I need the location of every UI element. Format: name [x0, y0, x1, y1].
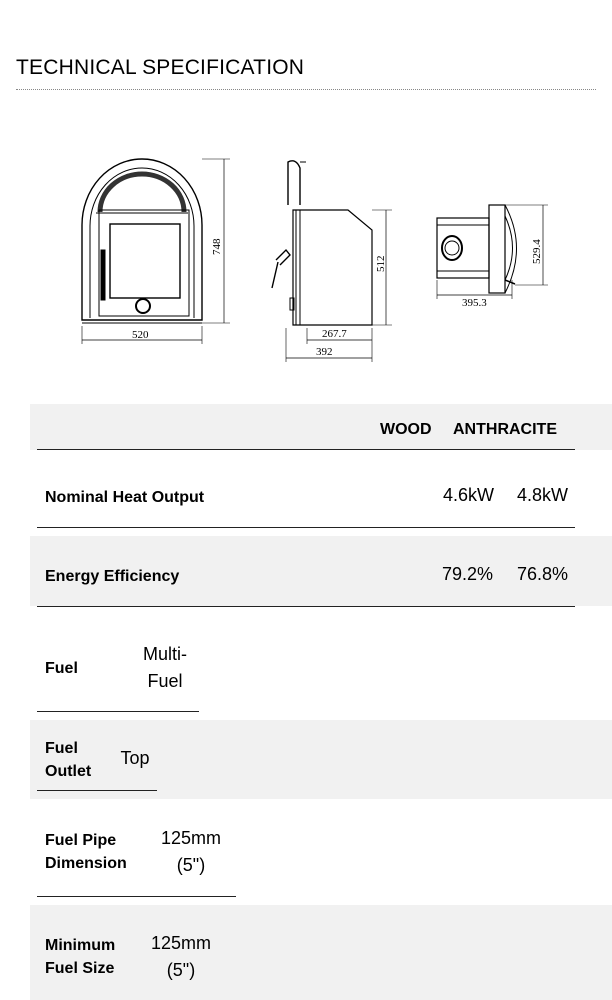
column-header-wood: WOOD	[380, 421, 432, 438]
row-label-energy-efficiency: Energy Efficiency	[45, 568, 180, 585]
row-label-fuel-pipe: Fuel Pipe Dimension	[45, 832, 127, 872]
dim-top-depth: 529.4	[531, 239, 543, 264]
value-heat-output-anthracite: 4.8kW	[517, 485, 569, 505]
dim-front-height: 748	[211, 238, 223, 255]
value-fuel-pipe: 125mm (5")	[160, 828, 222, 875]
row-label-fuel-outlet: Fuel Outlet	[45, 740, 92, 780]
column-header-anthracite: ANTHRACITE	[453, 421, 557, 438]
row-divider	[37, 790, 157, 791]
row-label-heat-output: Nominal Heat Output	[45, 489, 205, 506]
row-label-min-fuel-size: Minimum Fuel Size	[45, 937, 116, 977]
row-divider	[37, 711, 199, 712]
dim-side-depth-inner: 267.7	[322, 328, 347, 340]
row-label-fuel: Fuel	[45, 660, 78, 677]
value-fuel: Multi- Fuel	[143, 644, 187, 691]
stove-technical-drawing	[0, 140, 612, 370]
value-min-fuel-size: 125mm (5")	[150, 933, 212, 980]
row-divider	[37, 527, 575, 528]
value-heat-output-wood: 4.6kW	[443, 485, 495, 505]
value-efficiency-wood: 79.2%	[442, 564, 494, 584]
section-title: TECHNICAL SPECIFICATION	[16, 56, 305, 79]
dim-side-depth-total: 392	[316, 346, 333, 358]
dim-front-width: 520	[132, 329, 149, 341]
value-fuel-outlet: Top	[120, 748, 150, 768]
dim-top-width: 395.3	[462, 297, 487, 309]
dim-side-height: 512	[375, 255, 387, 272]
front-view	[82, 159, 230, 344]
row-divider	[37, 606, 575, 607]
row-divider	[37, 896, 236, 897]
value-efficiency-anthracite: 76.8%	[517, 564, 569, 584]
row-band	[30, 905, 612, 1000]
table-header-rule	[37, 449, 575, 450]
dotted-divider	[16, 89, 596, 90]
